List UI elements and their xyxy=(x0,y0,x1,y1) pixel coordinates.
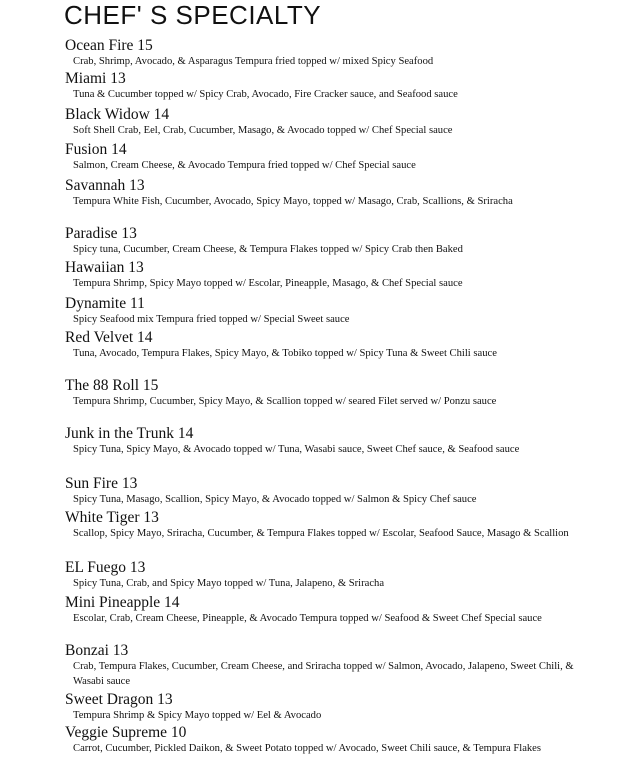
item-name: Veggie Supreme 10 xyxy=(65,724,187,741)
menu-item xyxy=(65,425,605,457)
menu-item xyxy=(65,259,605,291)
item-name: White Tiger 13 xyxy=(65,509,159,526)
menu-item xyxy=(65,329,605,361)
item-name: EL Fuego 13 xyxy=(65,559,146,576)
item-description: Crab, Tempura Flakes, Cucumber, Cream Cheese, and Sriracha topped w/ Salmon, Avocado, Jalapeno, Sweet Chili, & Wasabi sauce xyxy=(73,661,574,687)
item-name: Hawaiian 13 xyxy=(65,259,144,276)
item-name: The 88 Roll 15 xyxy=(65,377,159,394)
item-name: Junk in the Trunk 14 xyxy=(65,425,194,442)
item-description: Tuna & Cucumber topped w/ Spicy Crab, Avocado, Fire Cracker sauce, and Seafood sauce xyxy=(73,89,458,100)
menu-item xyxy=(65,724,605,756)
item-name: Dynamite 11 xyxy=(65,295,145,312)
item-name: Ocean Fire 15 xyxy=(65,37,153,54)
menu-item xyxy=(65,106,605,138)
menu-item xyxy=(65,295,605,327)
menu-item xyxy=(65,141,605,173)
item-description: Spicy Seafood mix Tempura fried topped w/ Special Sweet sauce xyxy=(73,314,350,325)
menu-item xyxy=(65,509,605,541)
item-description: Spicy Tuna, Masago, Scallion, Spicy Mayo, & Avocado topped w/ Salmon & Spicy Chef sauce xyxy=(73,494,477,505)
item-name: Fusion 14 xyxy=(65,141,127,158)
item-description: Crab, Shrimp, Avocado, & Asparagus Tempura fried topped w/ mixed Spicy Seafood xyxy=(73,56,434,67)
menu-item xyxy=(65,377,605,409)
menu-item xyxy=(65,37,605,69)
menu-item xyxy=(65,70,605,102)
menu-item xyxy=(65,559,605,591)
page-title: CHEF' S SPECIALTY xyxy=(64,0,322,30)
item-description: Tempura Shrimp, Cucumber, Spicy Mayo, & Scallion topped w/ seared Filet served w/ Ponzu sauce xyxy=(73,396,497,407)
item-description: Escolar, Crab, Cream Cheese, Pineapple, & Avocado Tempura topped w/ Seafood & Sweet Chef Special sauce xyxy=(73,613,542,624)
menu-item xyxy=(65,177,605,209)
item-description: Tuna, Avocado, Tempura Flakes, Spicy Mayo, & Tobiko topped w/ Spicy Tuna & Sweet Chili sauce xyxy=(73,348,497,359)
item-description: Tempura Shrimp, Spicy Mayo topped w/ Escolar, Pineapple, Masago, & Chef Special sauce xyxy=(73,278,463,289)
item-description: Salmon, Cream Cheese, & Avocado Tempura fried topped w/ Chef Special sauce xyxy=(73,160,416,171)
menu-item xyxy=(65,225,605,257)
menu-item xyxy=(65,642,605,689)
item-description: Soft Shell Crab, Eel, Crab, Cucumber, Masago, & Avocado topped w/ Chef Special sauce xyxy=(73,125,453,136)
item-name: Savannah 13 xyxy=(65,177,145,194)
item-description: Scallop, Spicy Mayo, Sriracha, Cucumber, & Tempura Flakes topped w/ Escolar, Seafood Sauce, Masago & Scallion xyxy=(73,528,569,539)
item-description: Carrot, Cucumber, Pickled Daikon, & Sweet Potato topped w/ Avocado, Sweet Chili sauce, & Tempura Flakes xyxy=(73,743,542,754)
menu-item xyxy=(65,691,605,723)
menu-item xyxy=(65,475,605,507)
item-name: Sweet Dragon 13 xyxy=(65,691,173,708)
item-description: Tempura White Fish, Cucumber, Avocado, Spicy Mayo, topped w/ Masago, Crab, Scallions, & Sriracha xyxy=(73,196,513,207)
item-description: Spicy Tuna, Crab, and Spicy Mayo topped w/ Tuna, Jalapeno, & Sriracha xyxy=(73,578,385,589)
item-description: Spicy Tuna, Spicy Mayo, & Avocado topped w/ Tuna, Wasabi sauce, Sweet Chef sauce, & Seafood sauce xyxy=(73,444,520,455)
item-name: Miami 13 xyxy=(65,70,126,87)
item-name: Red Velvet 14 xyxy=(65,329,153,346)
item-name: Bonzai 13 xyxy=(65,642,129,659)
item-name: Paradise 13 xyxy=(65,225,137,242)
item-name: Mini Pineapple 14 xyxy=(65,594,180,611)
item-name: Sun Fire 13 xyxy=(65,475,138,492)
menu-item xyxy=(65,594,605,626)
item-name: Black Widow 14 xyxy=(65,106,170,123)
item-description: Tempura Shrimp & Spicy Mayo topped w/ Eel & Avocado xyxy=(73,710,322,721)
item-description: Spicy tuna, Cucumber, Cream Cheese, & Tempura Flakes topped w/ Spicy Crab then Baked xyxy=(73,244,463,255)
